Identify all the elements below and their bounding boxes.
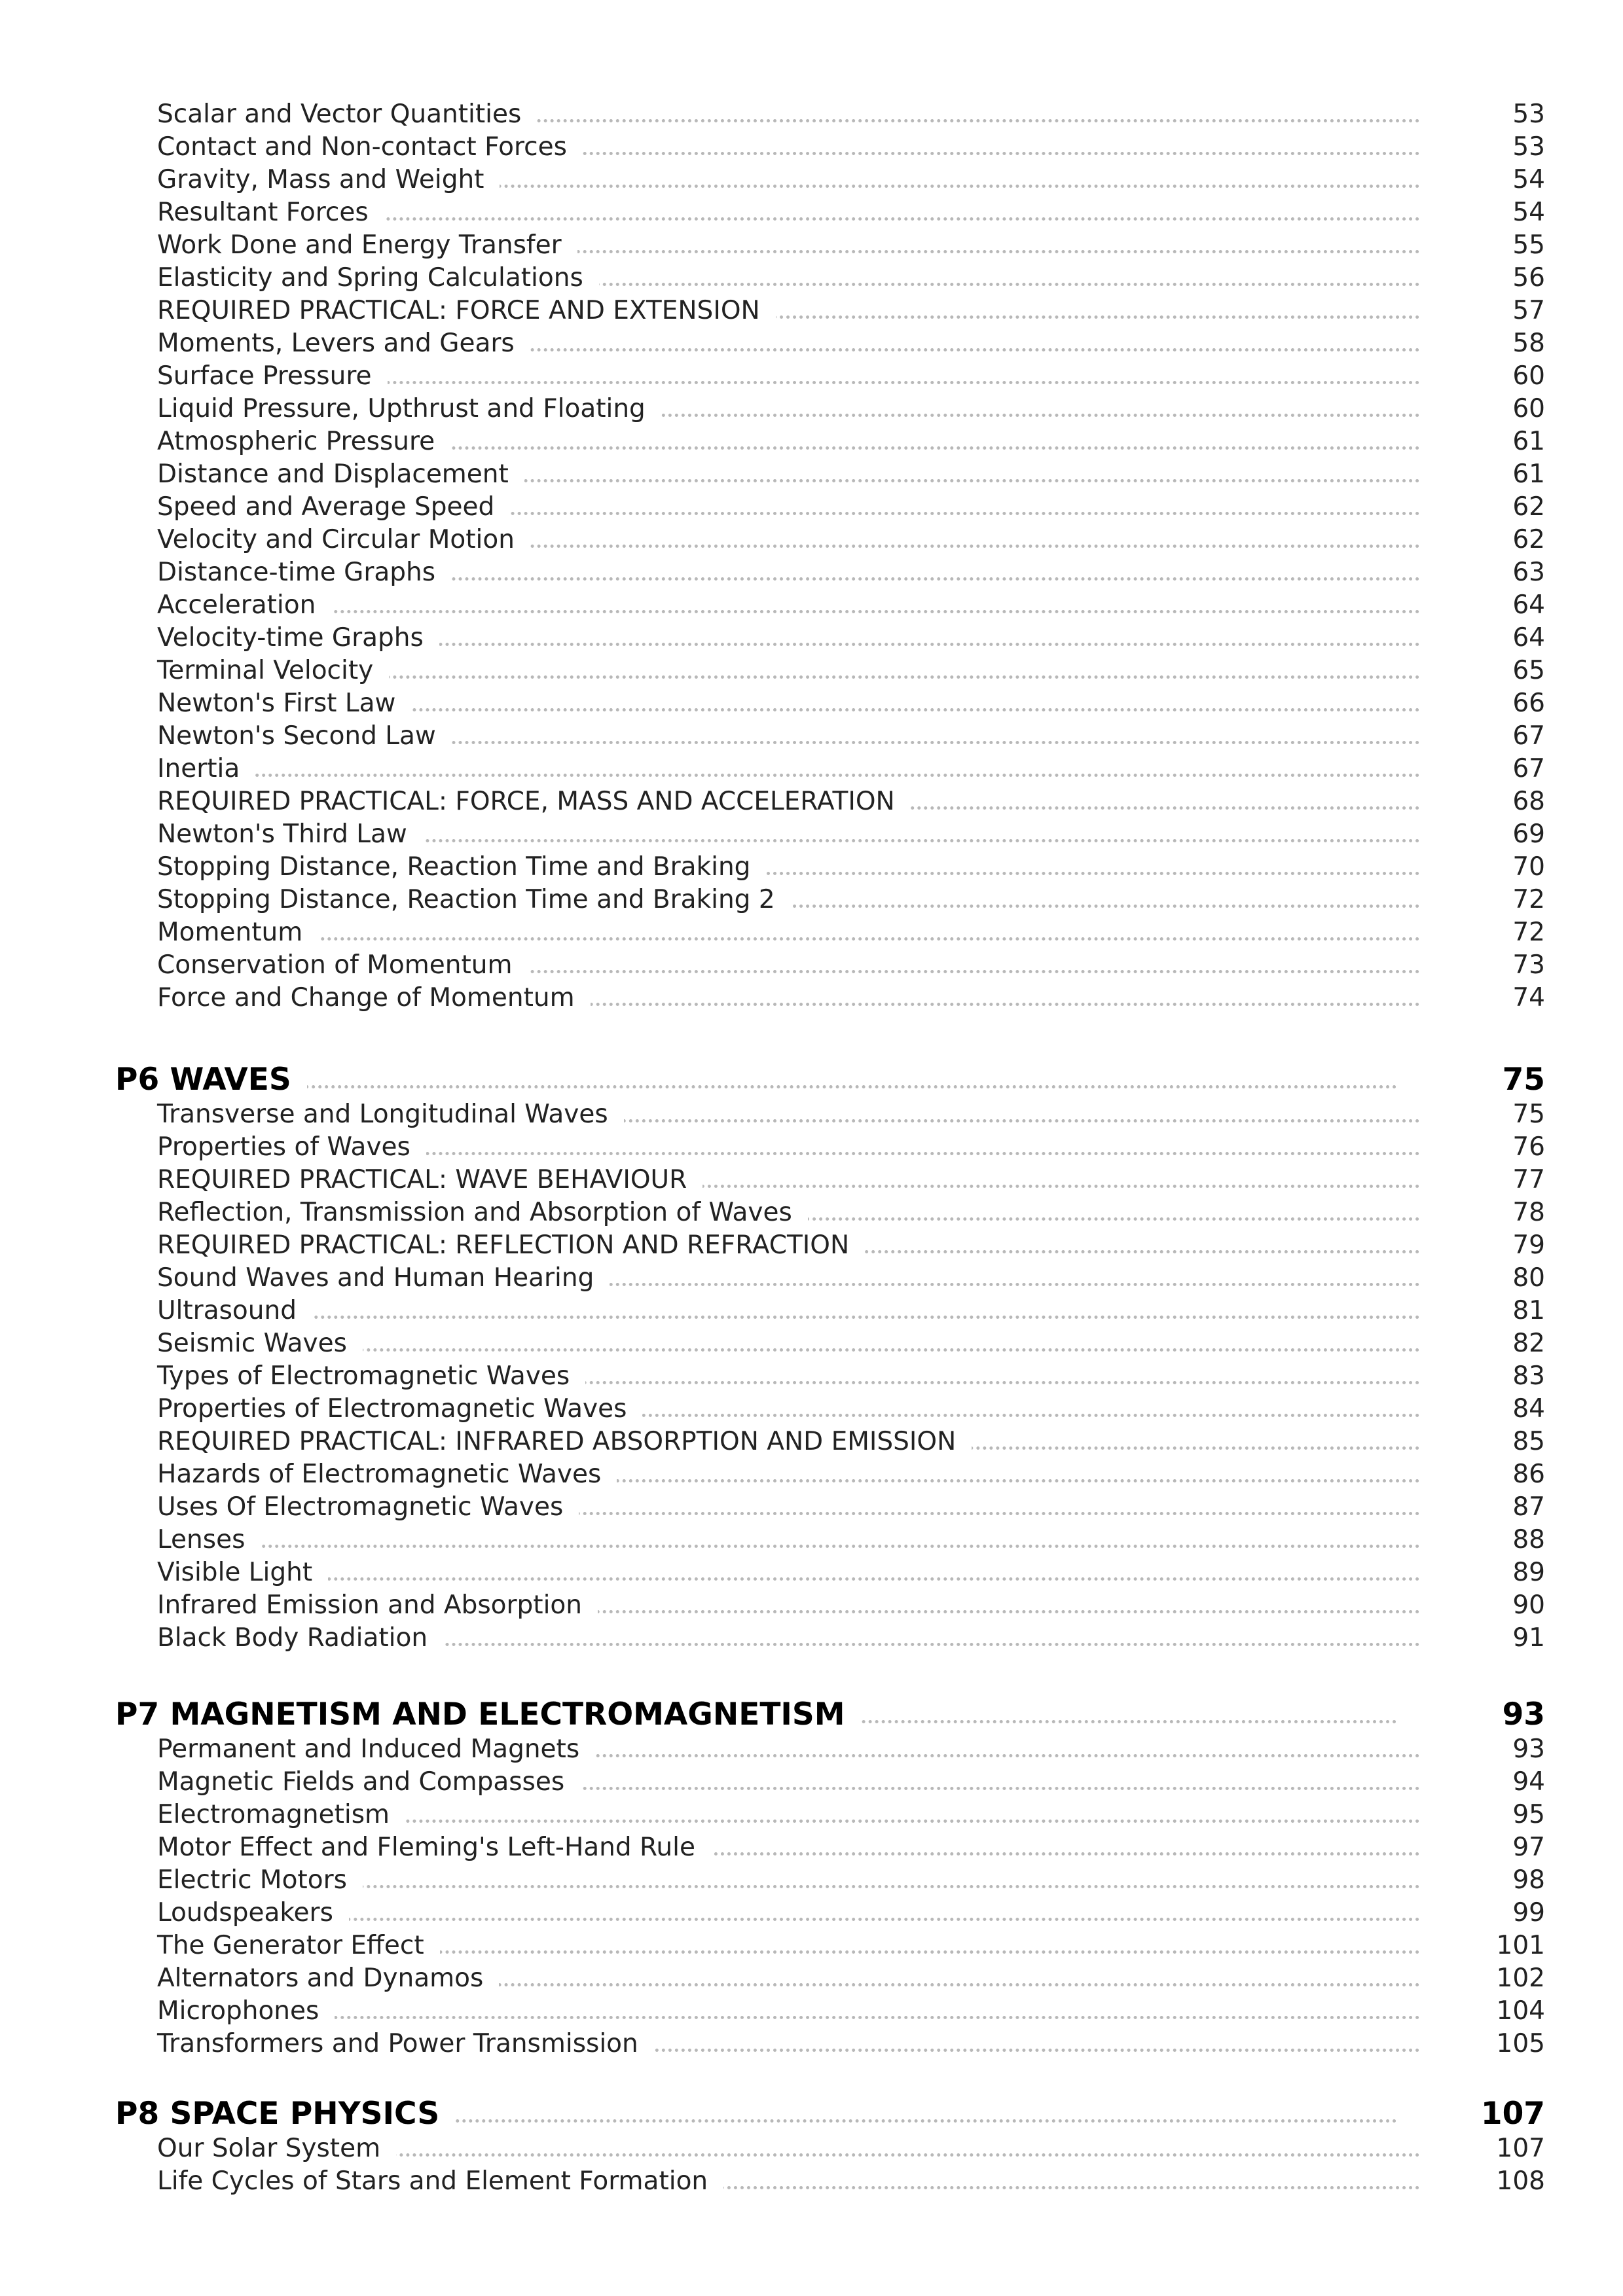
toc-entry[interactable] xyxy=(0,131,1623,164)
toc-entry-page: 76 xyxy=(1512,1132,1545,1162)
toc-entry-page: 66 xyxy=(1512,689,1545,718)
toc-entry-page: 53 xyxy=(1512,99,1545,129)
toc-entry-page: 68 xyxy=(1512,787,1545,816)
dot-leader xyxy=(157,937,1420,941)
toc-entry-page: 84 xyxy=(1512,1394,1545,1424)
toc-entry-title: Moments, Levers and Gears xyxy=(157,327,530,360)
toc-entry-page: 64 xyxy=(1512,623,1545,653)
toc-entry-title: Distance-time Graphs xyxy=(157,556,451,589)
toc-entry-title: Properties of Electromagnetic Waves xyxy=(157,1393,642,1426)
toc-entry[interactable] xyxy=(0,916,1623,949)
toc-entry-title: Newton's Third Law xyxy=(157,818,423,851)
toc-entry[interactable] xyxy=(0,1589,1623,1622)
toc-entry-title: Alternators and Dynamos xyxy=(157,1962,499,1995)
toc-entry-page: 77 xyxy=(1512,1165,1545,1194)
toc-entry-title: Types of Electromagnetic Waves xyxy=(157,1360,585,1393)
toc-entry[interactable] xyxy=(0,949,1623,982)
toc-entry[interactable] xyxy=(0,1393,1623,1426)
toc-entry[interactable] xyxy=(0,1491,1623,1524)
toc-entry[interactable] xyxy=(0,262,1623,295)
toc-entry-page: 86 xyxy=(1512,1460,1545,1489)
toc-entry[interactable] xyxy=(0,851,1623,884)
toc-entry[interactable] xyxy=(0,1556,1623,1589)
toc-entry-title: Atmospheric Pressure xyxy=(157,425,450,458)
toc-entry-title: Velocity-time Graphs xyxy=(157,622,439,655)
toc-entry-page: 98 xyxy=(1512,1865,1545,1895)
toc-entry[interactable] xyxy=(0,164,1623,196)
toc-entry[interactable] xyxy=(0,393,1623,425)
toc-entry-title: Resultant Forces xyxy=(157,196,384,229)
toc-entry[interactable] xyxy=(0,1733,1623,1766)
toc-entry[interactable] xyxy=(0,491,1623,524)
toc-entry-page: 72 xyxy=(1512,885,1545,914)
section-title: P6 WAVES xyxy=(115,1060,307,1100)
toc-entry-title: Newton's First Law xyxy=(157,687,411,720)
toc-entry-title: Newton's Second Law xyxy=(157,720,452,753)
toc-entry-page: 70 xyxy=(1512,852,1545,882)
toc-entry-page: 65 xyxy=(1512,656,1545,685)
toc-entry-title: Elasticity and Spring Calculations xyxy=(157,262,599,295)
toc-entry-page: 87 xyxy=(1512,1492,1545,1522)
toc-entry[interactable] xyxy=(0,655,1623,687)
toc-entry-page: 55 xyxy=(1512,230,1545,260)
toc-entry-title: Work Done and Energy Transfer xyxy=(157,229,577,262)
toc-entry-title: Distance and Displacement xyxy=(157,458,524,491)
toc-entry-page: 61 xyxy=(1512,427,1545,456)
toc-entry[interactable] xyxy=(0,556,1623,589)
toc-entry[interactable] xyxy=(0,1458,1623,1491)
toc-entry-page: 83 xyxy=(1512,1361,1545,1391)
toc-entry-page: 90 xyxy=(1512,1590,1545,1620)
toc-entry[interactable] xyxy=(0,327,1623,360)
toc-entry-page: 67 xyxy=(1512,721,1545,751)
toc-entry-page: 81 xyxy=(1512,1296,1545,1325)
toc-entry-page: 64 xyxy=(1512,590,1545,620)
toc-entry[interactable] xyxy=(0,1864,1623,1897)
section-title: P8 SPACE PHYSICS xyxy=(115,2094,455,2134)
toc-entry-page: 99 xyxy=(1512,1898,1545,1928)
toc-entry[interactable] xyxy=(0,1995,1623,2028)
toc-entry-page: 57 xyxy=(1512,296,1545,325)
toc-entry-page: 85 xyxy=(1512,1427,1545,1456)
toc-entry[interactable] xyxy=(0,229,1623,262)
toc-entry-page: 89 xyxy=(1512,1558,1545,1587)
toc-entry-page: 91 xyxy=(1512,1623,1545,1653)
toc-entry-page: 60 xyxy=(1512,394,1545,423)
toc-entry[interactable] xyxy=(0,818,1623,851)
toc-entry[interactable] xyxy=(0,687,1623,720)
toc-entry[interactable] xyxy=(0,1295,1623,1327)
dot-leader xyxy=(157,1545,1420,1548)
toc-entry-title: REQUIRED PRACTICAL: INFRARED ABSORPTION AND EMISSION xyxy=(157,1426,972,1458)
toc-entry-page: 104 xyxy=(1496,1996,1545,2026)
toc-entry-title: Black Body Radiation xyxy=(157,1622,443,1655)
toc-entry-title: Transverse and Longitudinal Waves xyxy=(157,1098,624,1131)
dot-leader xyxy=(115,1085,1397,1088)
toc-entry[interactable] xyxy=(0,295,1623,327)
toc-entry-title: Loudspeakers xyxy=(157,1897,349,1929)
toc-entry-title: Force and Change of Momentum xyxy=(157,982,591,1014)
toc-entry-title: Electromagnetism xyxy=(157,1799,405,1831)
toc-entry[interactable] xyxy=(0,1897,1623,1929)
toc-entry-page: 95 xyxy=(1512,1800,1545,1829)
toc-entry[interactable] xyxy=(0,1766,1623,1799)
toc-entry[interactable] xyxy=(0,785,1623,818)
toc-entry-page: 72 xyxy=(1512,918,1545,947)
toc-entry[interactable] xyxy=(0,1622,1623,1655)
dot-leader xyxy=(157,774,1420,777)
toc-entry-title: Visible Light xyxy=(157,1556,328,1589)
dot-leader xyxy=(157,1577,1420,1581)
toc-entry[interactable] xyxy=(0,1426,1623,1458)
toc-entry-title: Scalar and Vector Quantities xyxy=(157,98,537,131)
section-page: 107 xyxy=(1480,2096,1545,2132)
toc-entry-title: Seismic Waves xyxy=(157,1327,363,1360)
toc-entry-page: 102 xyxy=(1496,1964,1545,1993)
toc-entry-title: Infrared Emission and Absorption xyxy=(157,1589,598,1622)
toc-entry[interactable] xyxy=(0,524,1623,556)
toc-entry-page: 93 xyxy=(1512,1734,1545,1764)
toc-entry-page: 78 xyxy=(1512,1198,1545,1227)
toc-entry-title: Liquid Pressure, Upthrust and Floating xyxy=(157,393,661,425)
toc-entry-title: REQUIRED PRACTICAL: WAVE BEHAVIOUR xyxy=(157,1164,702,1196)
toc-entry-title: Acceleration xyxy=(157,589,331,622)
toc-entry-title: Stopping Distance, Reaction Time and Braking 2 xyxy=(157,884,791,916)
toc-entry-title: Transformers and Power Transmission xyxy=(157,2028,654,2060)
toc-entry-page: 88 xyxy=(1512,1525,1545,1554)
toc-entry-title: Hazards of Electromagnetic Waves xyxy=(157,1458,617,1491)
toc-entry-title: Microphones xyxy=(157,1995,335,2028)
toc-entry[interactable] xyxy=(0,884,1623,916)
toc-entry-title: Properties of Waves xyxy=(157,1131,426,1164)
toc-entry-page: 108 xyxy=(1496,2166,1545,2196)
toc-section-heading[interactable] xyxy=(0,1695,1623,1734)
toc-entry-page: 58 xyxy=(1512,329,1545,358)
dot-leader xyxy=(157,2016,1420,2019)
toc-entry-title: Inertia xyxy=(157,753,255,785)
toc-entry[interactable] xyxy=(0,425,1623,458)
toc-entry[interactable] xyxy=(0,1962,1623,1995)
toc-entry-page: 60 xyxy=(1512,361,1545,391)
section-title: P7 MAGNETISM AND ELECTROMAGNETISM xyxy=(115,1695,860,1734)
toc-entry[interactable] xyxy=(0,589,1623,622)
toc-entry[interactable] xyxy=(0,1831,1623,1864)
toc-entry-page: 63 xyxy=(1512,558,1545,587)
toc-entry[interactable] xyxy=(0,1524,1623,1556)
toc-entry-title: REQUIRED PRACTICAL: REFLECTION AND REFRACTION xyxy=(157,1229,865,1262)
toc-entry-page: 107 xyxy=(1496,2134,1545,2163)
toc-entry-page: 82 xyxy=(1512,1329,1545,1358)
toc-entry-title: Stopping Distance, Reaction Time and Braking xyxy=(157,851,766,884)
toc-entry-page: 74 xyxy=(1512,983,1545,1013)
section-page: 75 xyxy=(1502,1062,1545,1098)
toc-entry[interactable] xyxy=(0,196,1623,229)
toc-entry[interactable] xyxy=(0,720,1623,753)
toc-entry-page: 97 xyxy=(1512,1833,1545,1862)
toc-entry-title: Conservation of Momentum xyxy=(157,949,528,982)
toc-entry[interactable] xyxy=(0,1229,1623,1262)
dot-leader xyxy=(157,610,1420,613)
toc-entry[interactable] xyxy=(0,458,1623,491)
toc-entry-title: Terminal Velocity xyxy=(157,655,389,687)
toc-entry-title: REQUIRED PRACTICAL: FORCE AND EXTENSION xyxy=(157,295,776,327)
toc-entry[interactable] xyxy=(0,1262,1623,1295)
toc-entry-title: Lenses xyxy=(157,1524,261,1556)
toc-entry-title: REQUIRED PRACTICAL: FORCE, MASS AND ACCELERATION xyxy=(157,785,911,818)
toc-section-heading[interactable] xyxy=(0,2094,1623,2134)
toc-entry-page: 53 xyxy=(1512,132,1545,162)
toc-entry-page: 54 xyxy=(1512,198,1545,227)
toc-entry[interactable] xyxy=(0,2165,1623,2198)
toc-entry-page: 69 xyxy=(1512,819,1545,849)
toc-entry[interactable] xyxy=(0,2028,1623,2060)
toc-entry-title: Magnetic Fields and Compasses xyxy=(157,1766,580,1799)
toc-entry-title: Reflection, Transmission and Absorption of Waves xyxy=(157,1196,808,1229)
toc-section-heading[interactable] xyxy=(0,1060,1623,1100)
toc-entry-page: 94 xyxy=(1512,1767,1545,1797)
toc-entry-title: Permanent and Induced Magnets xyxy=(157,1733,595,1766)
toc-entry-title: Surface Pressure xyxy=(157,360,388,393)
toc-entry[interactable] xyxy=(0,1799,1623,1831)
toc-entry[interactable] xyxy=(0,982,1623,1014)
toc-entry[interactable] xyxy=(0,1164,1623,1196)
toc-entry-page: 101 xyxy=(1496,1931,1545,1960)
toc-entry-title: Life Cycles of Stars and Element Formation xyxy=(157,2165,723,2198)
toc-entry[interactable] xyxy=(0,1929,1623,1962)
toc-entry[interactable] xyxy=(0,1098,1623,1131)
toc-entry-page: 62 xyxy=(1512,525,1545,554)
toc-entry-title: Speed and Average Speed xyxy=(157,491,510,524)
toc-entry-page: 73 xyxy=(1512,950,1545,980)
toc-entry-page: 61 xyxy=(1512,459,1545,489)
toc-entry-title: Velocity and Circular Motion xyxy=(157,524,530,556)
toc-entry-title: Momentum xyxy=(157,916,318,949)
toc-entry-title: Our Solar System xyxy=(157,2132,396,2165)
toc-entry-title: Electric Motors xyxy=(157,1864,363,1897)
toc-entry-page: 56 xyxy=(1512,263,1545,293)
toc-entry-title: Ultrasound xyxy=(157,1295,312,1327)
toc-entry-page: 75 xyxy=(1512,1100,1545,1129)
toc-entry[interactable] xyxy=(0,98,1623,131)
toc-entry[interactable] xyxy=(0,1360,1623,1393)
toc-entry[interactable] xyxy=(0,753,1623,785)
toc-entry-page: 67 xyxy=(1512,754,1545,783)
toc-entry[interactable] xyxy=(0,1196,1623,1229)
toc-entry[interactable] xyxy=(0,360,1623,393)
toc-entry-title: Contact and Non-contact Forces xyxy=(157,131,583,164)
toc-entry[interactable] xyxy=(0,1327,1623,1360)
toc-entry-page: 62 xyxy=(1512,492,1545,522)
toc-entry-title: Motor Effect and Fleming's Left-Hand Rule xyxy=(157,1831,711,1864)
toc-entry-page: 79 xyxy=(1512,1230,1545,1260)
toc-entry[interactable] xyxy=(0,1131,1623,1164)
toc-entry-page: 54 xyxy=(1512,165,1545,194)
toc-entry-title: Sound Waves and Human Hearing xyxy=(157,1262,610,1295)
toc-entry-page: 80 xyxy=(1512,1263,1545,1293)
section-page: 93 xyxy=(1502,1696,1545,1732)
toc-entry-page: 105 xyxy=(1496,2029,1545,2058)
toc-entry-title: Gravity, Mass and Weight xyxy=(157,164,500,196)
dot-leader xyxy=(157,1316,1420,1319)
toc-entry-title: Uses Of Electromagnetic Waves xyxy=(157,1491,579,1524)
toc-entry-title: The Generator Effect xyxy=(157,1929,440,1962)
toc-entry[interactable] xyxy=(0,2132,1623,2165)
toc-entry[interactable] xyxy=(0,622,1623,655)
